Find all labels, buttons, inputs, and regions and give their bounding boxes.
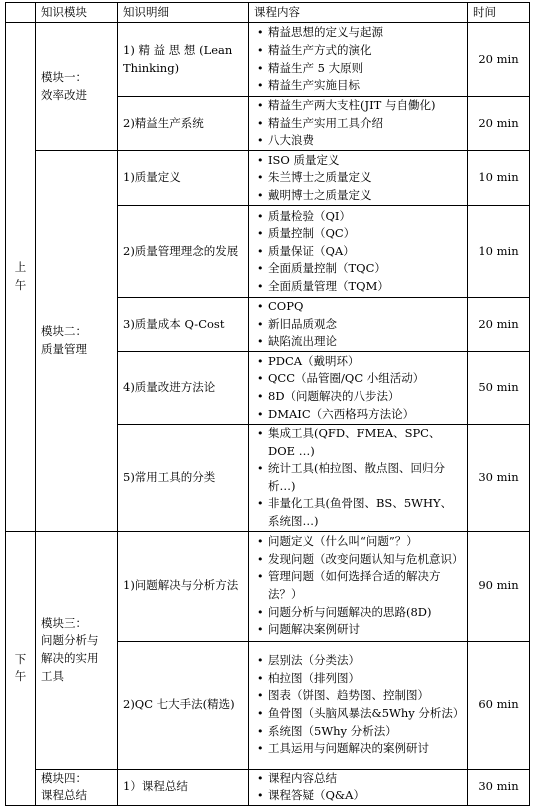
content-item: • 质量保证（QA） [254, 243, 462, 261]
header-module: 知识模块 [36, 3, 118, 23]
header-content: 课程内容 [249, 3, 468, 23]
content-cell [249, 352, 468, 425]
table-row [6, 769, 530, 805]
module-cell: 模块三： 问题分析与 解决的实用 工具 [36, 531, 118, 769]
detail-cell: 3)质量成本 Q-Cost [118, 298, 249, 352]
content-cell [249, 23, 468, 97]
module-cell: 模块二： 质量管理 [36, 151, 118, 532]
header-detail: 知识明细 [118, 3, 249, 23]
detail-cell: 2)精益生产系统 [118, 97, 249, 151]
content-item: • 系统图（5Why 分析法） [254, 723, 462, 741]
content-item: • COPQ [254, 298, 462, 316]
content-list [254, 24, 462, 94]
content-list [254, 208, 462, 296]
content-list [254, 652, 465, 758]
time-cell: 20 min [468, 23, 530, 97]
detail-cell: 1) 精 益 思 想 (Lean Thinking) [118, 23, 249, 97]
content-list [254, 97, 462, 150]
detail-cell: 1)问题解决与分析方法 [118, 531, 249, 641]
content-item: • 工具运用与问题解决的案例研讨 [254, 740, 462, 758]
content-item: • 精益生产 5 大原则 [254, 60, 462, 78]
half-day-cell: 上 午 [6, 23, 36, 532]
content-item: • ISO 质量定义 [254, 152, 462, 170]
table-row [6, 531, 530, 641]
time-cell: 90 min [468, 531, 530, 641]
content-list [254, 425, 462, 531]
time-cell: 20 min [468, 97, 530, 151]
content-item: • 质量检验（QI） [254, 208, 462, 226]
content-cell [249, 769, 468, 805]
content-item: • 非量化工具(鱼骨图、BS、5WHY、系统图…) [254, 495, 462, 530]
content-item: • 八大浪费 [254, 132, 462, 150]
module-cell: 模块四： 课程总结 [36, 769, 118, 805]
content-cell [249, 97, 468, 151]
content-item: • 问题分析与问题解决的思路(8D) [254, 604, 462, 622]
time-cell: 30 min [468, 425, 530, 532]
half-day-cell: 下 午 [6, 531, 36, 805]
content-item: • QCC（品管圈/QC 小组活动） [254, 370, 462, 388]
content-list [254, 770, 462, 805]
header-row [6, 3, 530, 23]
detail-cell: 1）课程总结 [118, 769, 249, 805]
content-item: • 质量控制（QC） [254, 225, 462, 243]
content-item: • DMAIC（六西格玛方法论） [254, 406, 462, 424]
content-item: • 鱼骨图（头脑风暴法&5Why 分析法） [254, 705, 462, 723]
content-item: • 发现问题（改变问题认知与危机意识） [254, 551, 462, 569]
content-cell [249, 641, 468, 769]
time-cell: 20 min [468, 298, 530, 352]
content-item: • 问题解决案例研讨 [254, 621, 462, 639]
content-item: • 戴明博士之质量定义 [254, 187, 462, 205]
content-item: • 精益生产实用工具介绍 [254, 115, 462, 133]
content-cell [249, 298, 468, 352]
content-item: • 图表（饼图、趋势图、控制图） [254, 687, 462, 705]
time-cell: 10 min [468, 151, 530, 206]
content-item: • 全面质量管理（TQM） [254, 278, 462, 296]
content-cell [249, 425, 468, 532]
content-cell [249, 151, 468, 206]
detail-cell: 2)QC 七大手法(精选) [118, 641, 249, 769]
time-cell: 10 min [468, 206, 530, 298]
content-item: • 新旧品质观念 [254, 316, 462, 334]
table-row [6, 23, 530, 97]
content-list [254, 152, 462, 205]
content-item: • 统计工具(柏拉图、散点图、回归分析…) [254, 460, 462, 495]
content-cell [249, 531, 468, 641]
content-item: • 柏拉图（排列图） [254, 670, 462, 688]
time-cell: 60 min [468, 641, 530, 769]
table-row [6, 151, 530, 206]
content-list [254, 298, 462, 351]
content-item: • 全面质量控制（TQC） [254, 260, 462, 278]
content-list [254, 533, 462, 639]
detail-cell: 4)质量改进方法论 [118, 352, 249, 425]
header-half [6, 3, 36, 23]
content-item: • 8D（问题解决的八步法） [254, 388, 462, 406]
content-item: • 课程内容总结 [254, 770, 462, 788]
content-item: • 精益生产方式的演化 [254, 42, 462, 60]
content-item: • 精益生产两大支柱(JIT 与自働化) [254, 97, 462, 115]
content-item: • 精益思想的定义与起源 [254, 24, 462, 42]
time-cell: 50 min [468, 352, 530, 425]
header-time: 时间 [468, 3, 530, 23]
detail-cell: 2)质量管理理念的发展 [118, 206, 249, 298]
content-item: • 课程答疑（Q&A） [254, 787, 462, 805]
content-item: • PDCA（戴明环） [254, 353, 462, 371]
detail-cell: 1)质量定义 [118, 151, 249, 206]
content-item: • 问题定义（什么叫“问题”？） [254, 533, 462, 551]
detail-cell: 5)常用工具的分类 [118, 425, 249, 532]
content-item: • 层别法（分类法） [254, 652, 462, 670]
time-cell: 30 min [468, 769, 530, 805]
content-item: • 集成工具(QFD、FMEA、SPC、DOE …) [254, 425, 462, 460]
course-schedule-table [5, 2, 530, 806]
content-list [254, 353, 462, 423]
module-cell: 模块一： 效率改进 [36, 23, 118, 151]
content-cell [249, 206, 468, 298]
content-item: • 缺陷流出理论 [254, 333, 462, 351]
content-item: • 管理问题（如何选择合适的解决方法？） [254, 568, 462, 603]
content-item: • 精益生产实施目标 [254, 77, 462, 95]
content-item: • 朱兰博士之质量定义 [254, 169, 462, 187]
